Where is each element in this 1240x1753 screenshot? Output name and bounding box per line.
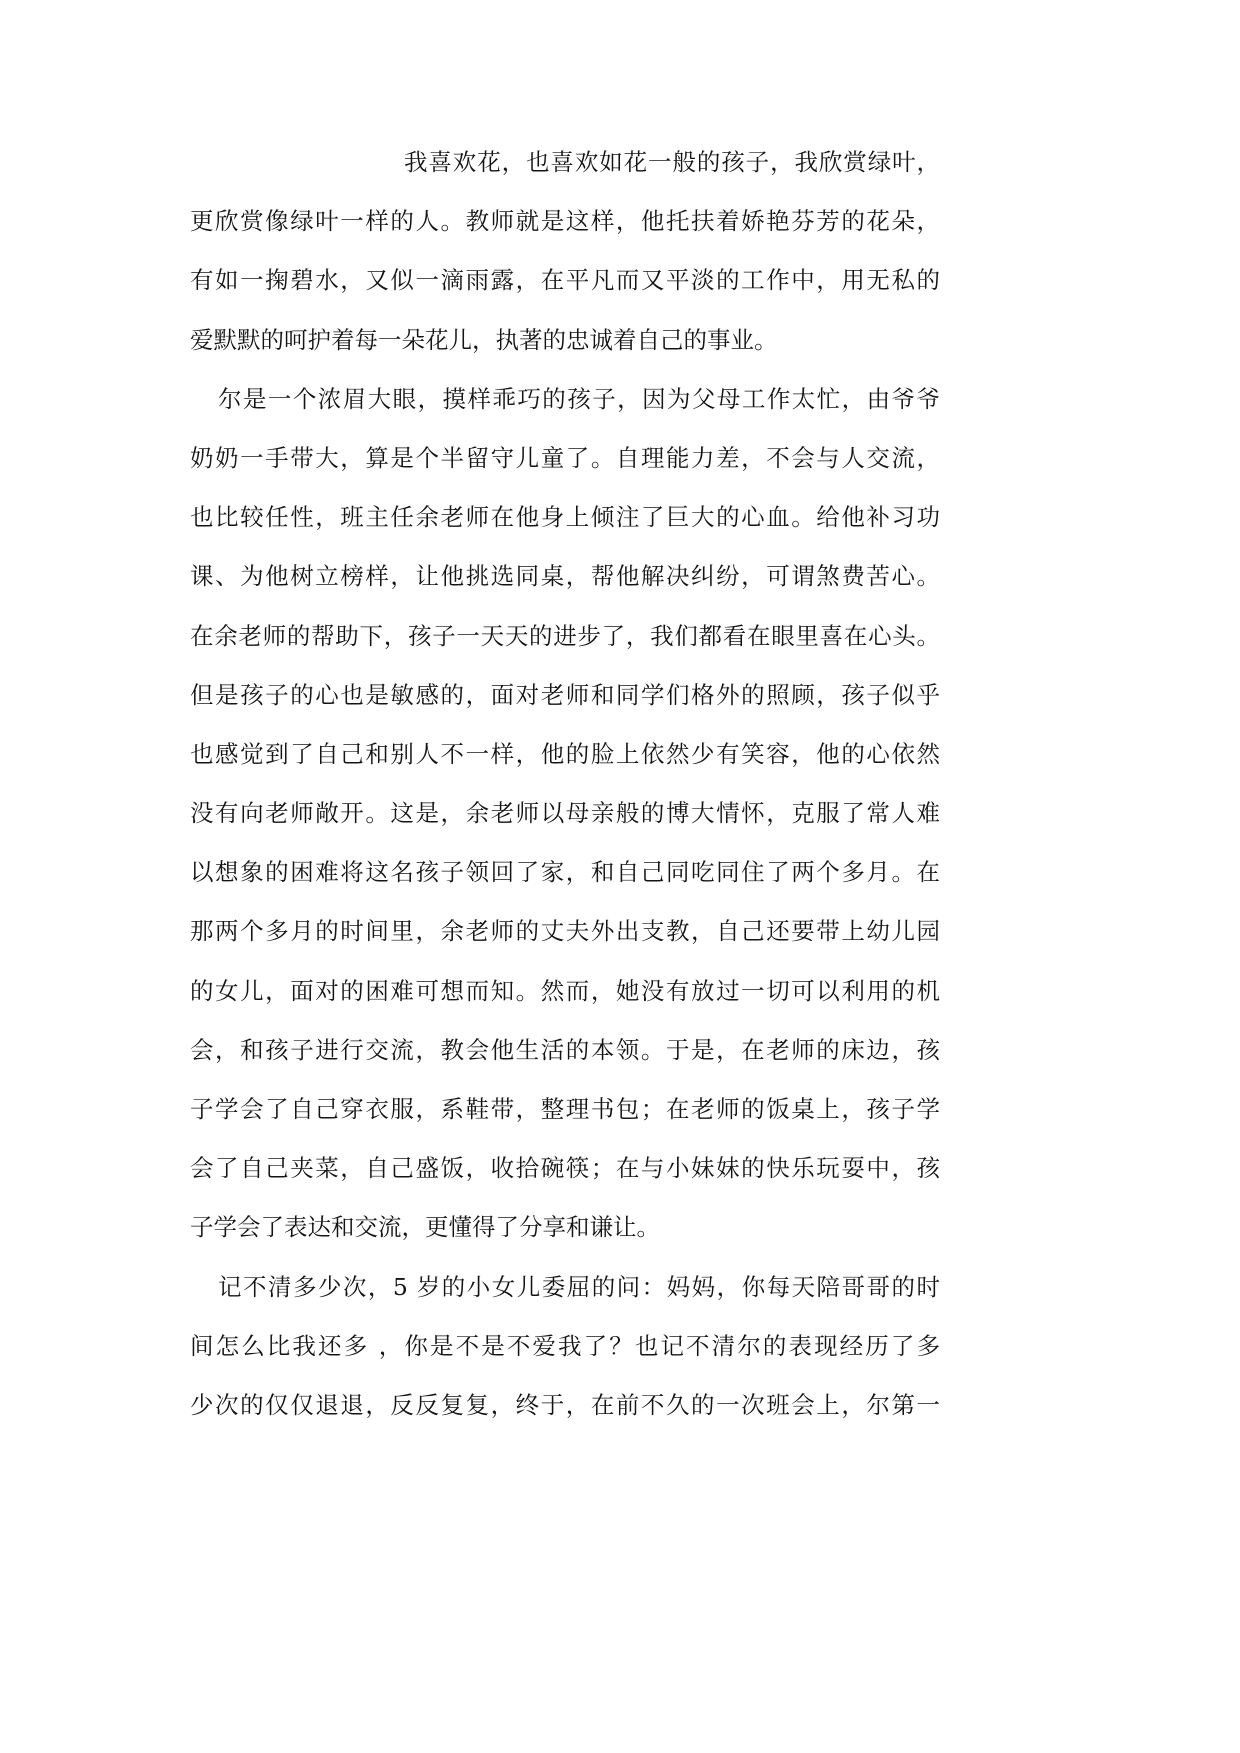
- text-line: 爱默默的呵护着每一朵花儿，执著的忠诚着自己的事业。: [190, 325, 778, 354]
- text-line: 会，和孩子进行交流，教会他生活的本领。于是，在老师的床边，孩: [190, 1035, 940, 1064]
- text-line: 更欣赏像绿叶一样的人。教师就是这样，他托扶着娇艳芬芳的花朵，: [190, 207, 940, 236]
- paragraph: [190, 133, 940, 370]
- paragraph: [190, 370, 940, 1258]
- text-line: 记不清多少次，5 岁的小女儿委屈的问：妈妈，你每天陪哥哥的时: [218, 1272, 940, 1301]
- text-line: 那两个多月的时间里，余老师的丈夫外出支教，自己还要带上幼儿园: [190, 917, 940, 946]
- text-line: 我喜欢花，也喜欢如花一般的孩子，我欣赏绿叶，: [404, 148, 940, 176]
- text-line: 尔是一个浓眉大眼，摸样乖巧的孩子，因为父母工作太忙，由爷爷: [218, 384, 940, 413]
- document-body: [190, 133, 940, 1435]
- paragraph: [190, 1258, 940, 1436]
- text-line: 子学会了表达和交流，更懂得了分享和谦让。: [190, 1213, 660, 1242]
- text-line: 有如一掬碧水，又似一滴雨露，在平凡而又平淡的工作中，用无私的: [190, 266, 940, 295]
- text-line: 也感觉到了自己和别人不一样，他的脸上依然少有笑容，他的心依然: [190, 739, 940, 768]
- text-line: 以想象的困难将这名孩子领回了家，和自己同吃同住了两个多月。在: [190, 858, 940, 887]
- text-line: 会了自己夹菜，自己盛饭，收拾碗筷；在与小妹妹的快乐玩耍中，孩: [190, 1154, 940, 1183]
- text-line: 没有向老师敞开。这是，余老师以母亲般的博大情怀，克服了常人难: [190, 799, 940, 828]
- text-line: 但是孩子的心也是敏感的，面对老师和同学们格外的照顾，孩子似乎: [190, 680, 940, 709]
- text-line: 间怎么比我还多 ，你是不是不爱我了？也记不清尔的表现经历了多: [190, 1331, 940, 1360]
- text-line: 也比较任性，班主任余老师在他身上倾注了巨大的心血。给他补习功: [190, 503, 940, 532]
- text-line: 的女儿，面对的困难可想而知。然而，她没有放过一切可以利用的机: [190, 976, 940, 1005]
- text-line: 少次的仅仅退退，反反复复，终于，在前不久的一次班会上，尔第一: [190, 1390, 940, 1419]
- text-line: 子学会了自己穿衣服，系鞋带，整理书包；在老师的饭桌上，孩子学: [190, 1095, 940, 1123]
- text-line: 在余老师的帮助下，孩子一天天的进步了，我们都看在眼里喜在心头。: [190, 621, 940, 650]
- text-line: 课、为他树立榜样，让他挑选同桌，帮他解决纠纷，可谓煞费苦心。: [190, 562, 940, 591]
- text-line: 奶奶一手带大，算是个半留守儿童了。自理能力差，不会与人交流，: [190, 443, 940, 472]
